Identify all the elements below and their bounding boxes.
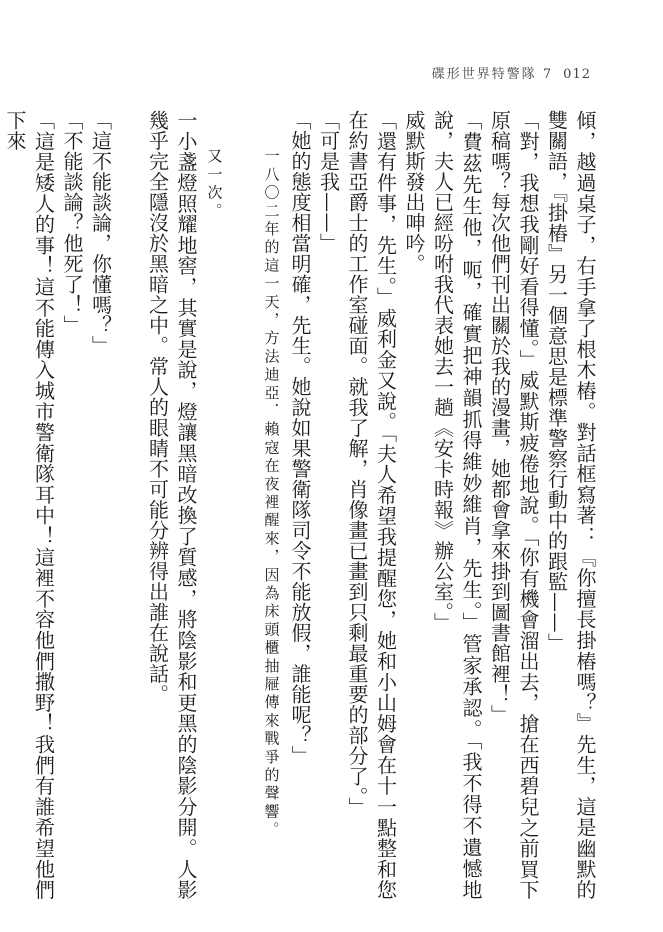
body-text <box>1 110 600 900</box>
paragraph: 「還有件事，先生。」威利金又說。「夫人希望我提醒您，她和小山姆會在十一點整和您在約書亞爵士的工作室碰面。就我了解，肖像畫已畫到只剩最重要的部分了。」 <box>345 110 398 900</box>
paragraph: 「這是矮人的事！這不能傳入城市警衛隊耳中！這裡不容他們撒野！我們有誰希望他們下來 <box>3 110 56 900</box>
book-title: 碟形世界特警隊 7 <box>431 67 554 82</box>
running-head <box>432 63 591 82</box>
paragraph: 一小盞燈照耀地窖，其實是說，燈讓黑暗改換了質感，將陰影和更黑的陰影分開。人影幾乎完全隱沒於黑暗之中。常人的眼睛不可能分辨得出誰在說話。 <box>145 110 198 900</box>
paragraph: 「費茲先生他，呃，確實把神韻抓得維妙維肖，先生。」管家承認。「我不得不遺憾地說，夫人已經吩咐我代表她去一趟《安卡時報》辦公室。」 <box>430 110 483 900</box>
page-number: 012 <box>563 67 591 82</box>
paragraph: 「可是我——」 <box>316 110 341 254</box>
paragraph: 「對，我想我剛好看得懂。」威默斯疲倦地說。「你有機會溜出去，搶在西碧兒之前買下原稿嗎？每次他們刊出關於我的漫畫，她都會拿來掛到圖書館裡！」 <box>487 110 540 900</box>
section-opening-line: 一八〇二年的這一天，方法迪亞．賴寇在夜裡醒來，因為床頭櫃抽屜傳來戰爭的聲響。 <box>262 148 281 840</box>
section-opening-line: 又一次。 <box>205 148 224 221</box>
paragraph: 「不能談論？他死了！」 <box>60 110 84 336</box>
paragraph: 「她的態度相當明確，先生。她說如果警衛隊司令不能放假，誰能呢？」 <box>288 110 312 766</box>
paragraph: 「這不能談論，你懂嗎？」 <box>88 110 113 356</box>
paragraph: 傾，越過桌子，右手拿了根木樁。對話框寫著：『你擅長掛樁嗎？』先生，這是幽默的雙關語，『掛樁』另一個意思是標準警察行動中的跟監——」 <box>544 110 597 900</box>
paragraph: 威默斯發出呻吟。 <box>402 110 426 274</box>
